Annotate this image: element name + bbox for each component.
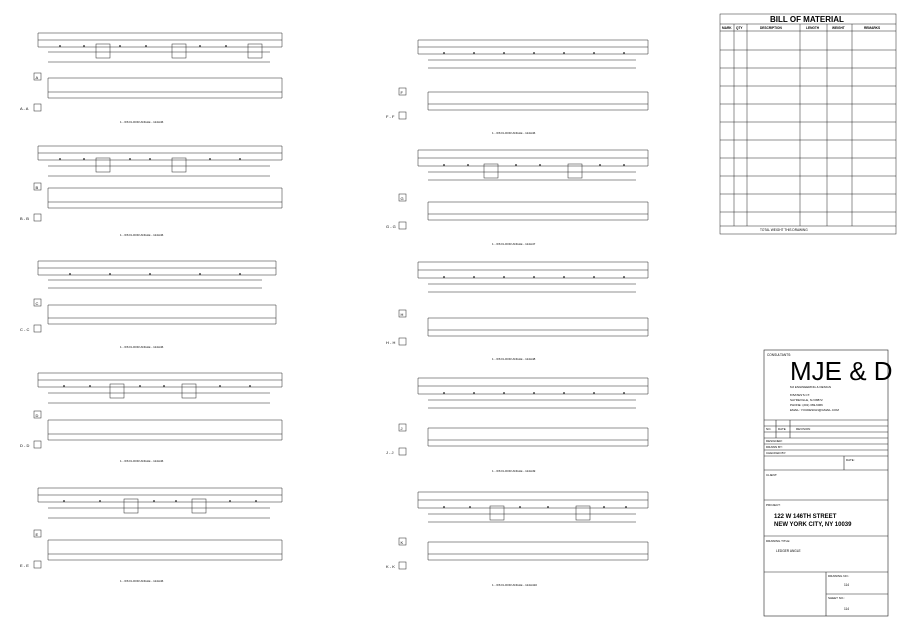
firm-name: MJ ENGINEERING & DESIGN: [790, 385, 832, 389]
bom-col-length: LENGTH: [806, 26, 820, 30]
firm-email: EMAIL: YOUDESIGN@GMAIL.COM: [790, 408, 839, 412]
project-label: PROJECT:: [766, 503, 781, 507]
date-label: DATE:: [846, 458, 855, 462]
caption-c: 1 - 6/6 FLOOR ANGLE - 114A46: [120, 345, 164, 349]
bom-col-description: DESCRIPTION: [760, 26, 782, 30]
rev-no-label: NO.: [766, 427, 772, 431]
view-letter-e: E: [35, 532, 39, 537]
section-label-g: G - G: [386, 224, 396, 229]
firm-address-1: 8 BATES'S CT.: [790, 393, 811, 397]
section-label-e: E - E: [20, 563, 29, 568]
bom-col-mark: MARK: [722, 26, 732, 30]
bom-col-qty: QTY: [736, 26, 743, 30]
drawing-title-label: DRAWING TITLE:: [766, 539, 791, 543]
firm-phone: PHONE: (201) 369-6066: [790, 403, 823, 407]
designer-label: DESIGNER:: [766, 439, 783, 443]
checked-label: CHECKED BY:: [766, 451, 787, 455]
caption-k: 1 - 6/6 FLOOR ANGLE - 114A410: [492, 583, 537, 587]
sheet-no: 114: [844, 607, 850, 611]
caption-a: 1 - 6/6 FLOOR ANGLE - 114A46: [120, 120, 164, 124]
caption-b: 1 - 6/6 FLOOR ANGLE - 114A46: [120, 233, 164, 237]
caption-g: 1 - 6/6 FLOOR ANGLE - 114A47: [492, 242, 536, 246]
view-letter-c: C: [35, 301, 39, 306]
consultants-label: CONSULTANTS:: [767, 353, 792, 357]
view-letter-d: D: [35, 413, 39, 418]
bom-total-label: TOTAL WEIGHT THIS DRAWING: [760, 228, 808, 232]
bom-col-remarks: REMARKS: [864, 26, 881, 30]
drawing-no-label: DRAWING NO.:: [828, 574, 850, 578]
view-letter-f: F: [400, 90, 403, 95]
project-line-2: NEW YORK CITY, NY 10039: [774, 522, 852, 528]
caption-j: 1 - 6/6 FLOOR ANGLE - 114A49: [492, 469, 536, 473]
section-label-c: C - C: [20, 327, 30, 332]
section-label-d: D - D: [20, 443, 30, 448]
caption-f: 1 - 6/6 FLOOR ANGLE - 114A46: [492, 131, 536, 135]
drawing-no: 114: [844, 583, 850, 587]
rev-header: REVISION: [796, 427, 811, 431]
section-label-b: B - B: [20, 216, 29, 221]
view-letter-j: J: [400, 426, 403, 431]
drawing-title: LEDGER ANGLE: [776, 549, 801, 553]
section-label-a: A - A: [20, 106, 29, 111]
section-label-j: J - J: [386, 450, 394, 455]
rev-date-label: DATE: [778, 427, 786, 431]
section-label-f: F - F: [386, 114, 395, 119]
drawn-label: DRAWN BY:: [766, 445, 783, 449]
view-letter-h: H: [400, 312, 404, 317]
bom-col-weight: WEIGHT: [832, 26, 845, 30]
caption-d: 1 - 6/6 FLOOR ANGLE - 114A46: [120, 459, 164, 463]
caption-e: 1 - 6/6 FLOOR ANGLE - 114A46: [120, 579, 164, 583]
view-letter-g: G: [400, 196, 404, 201]
firm-address-2: SAYREVILLE, NJ 08872: [790, 398, 823, 402]
project-line-1: 122 W 146TH STREET: [774, 514, 837, 520]
caption-h: 1 - 6/6 FLOOR ANGLE - 114A48: [492, 357, 536, 361]
firm-logo: MJE & D: [790, 356, 893, 386]
sheet-no-label: SHEET NO.:: [828, 596, 845, 600]
bom-title: BILL OF MATERIAL: [770, 15, 844, 24]
view-letter-k: K: [400, 540, 404, 545]
section-label-h: H - H: [386, 340, 396, 345]
client-label: CLIENT:: [766, 473, 778, 477]
section-label-k: K - K: [386, 564, 395, 569]
view-letter-b: B: [35, 185, 39, 190]
view-letter-a: A: [35, 75, 39, 80]
